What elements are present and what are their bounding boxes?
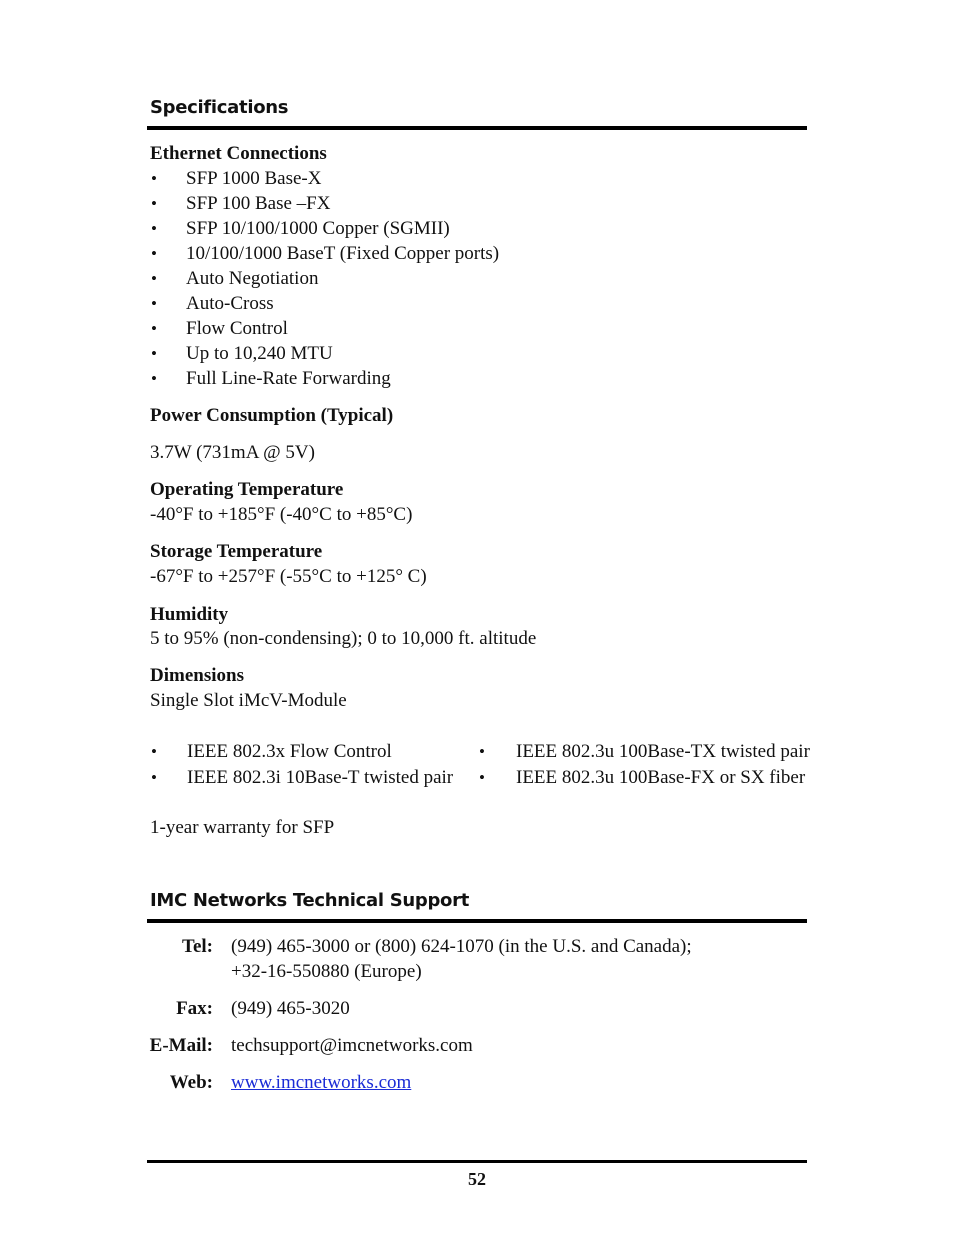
storage-temp-heading: Storage Temperature (150, 541, 323, 562)
ethernet-item: 10/100/1000 BaseT (Fixed Copper ports) (186, 243, 500, 264)
standard-item: IEEE 802.3i 10Base-T twisted pair (187, 767, 454, 788)
bullet-icon: • (151, 369, 157, 388)
bullet-icon: • (151, 319, 157, 338)
standard-item: IEEE 802.3x Flow Control (187, 741, 392, 762)
bullet-icon: • (151, 294, 157, 313)
bullet-icon: • (151, 244, 157, 263)
storage-temp-value: -67°F to +257°F (-55°C to +125° C) (150, 566, 427, 587)
email-label: E-Mail: (149, 1035, 213, 1056)
web-link[interactable]: www.imcnetworks.com (231, 1072, 412, 1093)
ethernet-item: Auto Negotiation (186, 268, 319, 289)
bullet-icon: • (151, 344, 157, 363)
ethernet-item: SFP 10/100/1000 Copper (SGMII) (186, 218, 450, 239)
operating-temp-value: -40°F to +185°F (-40°C to +85°C) (150, 504, 413, 525)
section-rule (147, 126, 807, 130)
warranty-text: 1-year warranty for SFP (150, 817, 335, 838)
bullet-icon: • (151, 742, 157, 761)
bullet-icon: • (151, 269, 157, 288)
power-value: 3.7W (731mA @ 5V) (150, 442, 315, 463)
page-number: 52 (468, 1169, 486, 1189)
bullet-icon: • (151, 169, 157, 188)
footer-rule (147, 1160, 807, 1163)
power-heading: Power Consumption (Typical) (150, 405, 394, 426)
fax-value: (949) 465-3020 (231, 998, 350, 1019)
fax-label: Fax: (176, 998, 213, 1019)
bullet-icon: • (151, 219, 157, 238)
web-label: Web: (169, 1072, 213, 1093)
email-value: techsupport@imcnetworks.com (231, 1035, 473, 1056)
ethernet-heading: Ethernet Connections (150, 143, 327, 164)
ethernet-item: SFP 100 Base –FX (186, 193, 331, 214)
dimensions-value: Single Slot iMcV-Module (150, 690, 347, 711)
bullet-icon: • (479, 742, 485, 761)
bullet-icon: • (151, 194, 157, 213)
ethernet-item: Flow Control (186, 318, 288, 339)
bullet-icon: • (479, 768, 485, 787)
dimensions-heading: Dimensions (150, 665, 244, 686)
ethernet-item: SFP 1000 Base-X (186, 168, 322, 189)
tel-value-line2: +32-16-550880 (Europe) (231, 961, 422, 982)
tel-label: Tel: (182, 936, 213, 957)
ethernet-item: Full Line-Rate Forwarding (186, 368, 391, 389)
section-title-support: IMC Networks Technical Support (150, 890, 469, 911)
section-title-specifications: Specifications (150, 97, 289, 118)
humidity-value: 5 to 95% (non-condensing); 0 to 10,000 ft. altitude (150, 628, 537, 649)
standard-item: IEEE 802.3u 100Base-TX twisted pair (516, 741, 810, 762)
bullet-icon: • (151, 768, 157, 787)
operating-temp-heading: Operating Temperature (150, 479, 344, 500)
humidity-heading: Humidity (150, 604, 229, 625)
ethernet-item: Auto-Cross (186, 293, 274, 314)
ethernet-item: Up to 10,240 MTU (186, 343, 333, 364)
standard-item: IEEE 802.3u 100Base-FX or SX fiber (516, 767, 806, 788)
section-rule (147, 919, 807, 923)
tel-value-line1: (949) 465-3000 or (800) 624-1070 (in the U.S. and Canada); (231, 936, 692, 957)
